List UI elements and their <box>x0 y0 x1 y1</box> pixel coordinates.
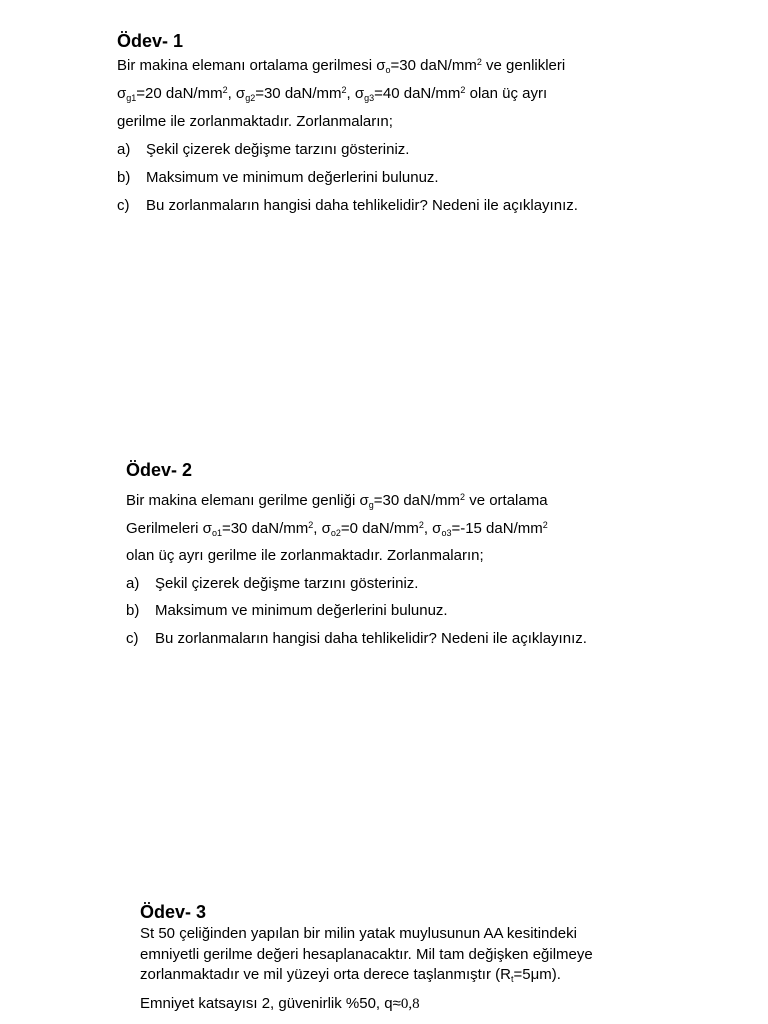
homework-2-title: Ödev- 2 <box>126 460 193 480</box>
list-item-text: Şekil çizerek değişme tarzını gösteriniz. <box>146 141 410 158</box>
list-item-text: Bu zorlanmaların hangisi daha tehlikelidir? Nedeni ile açıklayınız. <box>155 629 587 647</box>
list-item <box>117 192 578 220</box>
superscript: 2 <box>308 519 314 530</box>
text: =40 daN/mm <box>374 85 461 102</box>
list-marker: b) <box>117 169 131 186</box>
homework-2-line-3: olan üç ayrı gerilme ile zorlanmaktadır. Zorlanmaların; <box>126 547 484 564</box>
homework-1 <box>117 30 578 220</box>
homework-2 <box>126 459 587 652</box>
list-marker: a) <box>117 141 131 158</box>
text: olan üç ayrı <box>465 85 548 102</box>
homework-2-line-2 <box>126 515 587 543</box>
list-item <box>126 625 587 653</box>
superscript: 2 <box>460 492 466 503</box>
text: ve genlikleri <box>481 57 566 74</box>
homework-3 <box>140 901 593 1014</box>
text: =30 daN/mm <box>373 492 461 509</box>
text: Gerilmeleri σ <box>126 519 212 537</box>
subscript: o1 <box>211 527 222 538</box>
text: 0,8 <box>400 995 420 1012</box>
text: , σ <box>423 519 442 537</box>
text: , σ <box>227 85 246 102</box>
list-item-text: Maksimum ve minimum değerlerini bulunuz. <box>155 602 448 619</box>
homework-3-line-2: emniyetli gerilme değeri hesaplanacaktır. Mil tam değişken eğilmeye <box>140 945 593 963</box>
list-item-text: Maksimum ve minimum değerlerini bulunuz. <box>146 169 439 186</box>
text: =30 daN/mm <box>255 85 342 102</box>
text: =20 daN/mm <box>136 85 223 102</box>
homework-1-line-1 <box>117 52 578 80</box>
list-marker: c) <box>117 197 130 214</box>
text: Bir makina elemanı ortalama gerilmesi σ <box>117 57 386 74</box>
text: zorlanmaktadır ve mil yüzeyi orta derece taşlanmıştır (R <box>140 966 511 983</box>
text: σ <box>117 85 127 102</box>
subscript: o3 <box>441 527 452 538</box>
superscript: 2 <box>418 519 424 530</box>
subscript: g3 <box>364 93 375 104</box>
superscript: 2 <box>460 85 466 96</box>
homework-1-line-3: gerilme ile zorlanmaktadır. Zorlanmaların; <box>117 113 393 130</box>
text: , σ <box>346 85 365 102</box>
superscript: 2 <box>341 85 347 96</box>
text: =30 daN/mm <box>390 57 477 74</box>
superscript: 2 <box>542 519 548 530</box>
text: =5μm). <box>513 966 561 983</box>
list-marker: c) <box>126 629 139 647</box>
text: , σ <box>313 519 331 537</box>
list-item <box>126 570 587 598</box>
superscript: 2 <box>476 57 482 68</box>
subscript: o <box>385 65 391 76</box>
text: ve ortalama <box>465 492 548 509</box>
subscript: t <box>510 974 514 985</box>
list-item-text: Şekil çizerek değişme tarzını gösteriniz. <box>155 574 419 592</box>
list-item-text: Bu zorlanmaların hangisi daha tehlikelidir? Nedeni ile açıklayınız. <box>146 197 578 214</box>
homework-3-title: Ödev- 3 <box>140 902 207 922</box>
list-marker: a) <box>126 574 140 592</box>
homework-3-line-3 <box>140 965 593 986</box>
text: =30 daN/mm <box>221 519 309 537</box>
subscript: g2 <box>245 93 256 104</box>
text: Emniyet katsayısı 2, güvenirlik %50, q≈ <box>140 994 401 1012</box>
homework-3-line-1: St 50 çeliğinden yapılan bir milin yatak muylusunun AA kesitindeki <box>140 925 577 942</box>
text: =0 daN/mm <box>340 519 419 537</box>
text: =-15 daN/mm <box>451 519 543 537</box>
list-item <box>117 136 578 164</box>
homework-1-line-2 <box>117 80 578 108</box>
text: Bir makina elemanı gerilme genliği σ <box>126 492 369 509</box>
list-marker: b) <box>126 602 140 619</box>
homework-3-safety-line <box>140 994 593 1015</box>
subscript: o2 <box>330 527 341 538</box>
homework-2-line-1 <box>126 487 587 515</box>
list-item <box>126 597 587 625</box>
homework-1-title: Ödev- 1 <box>117 31 184 51</box>
list-item <box>117 164 578 192</box>
subscript: g1 <box>126 93 137 104</box>
superscript: 2 <box>222 85 228 96</box>
subscript: g <box>368 500 374 511</box>
